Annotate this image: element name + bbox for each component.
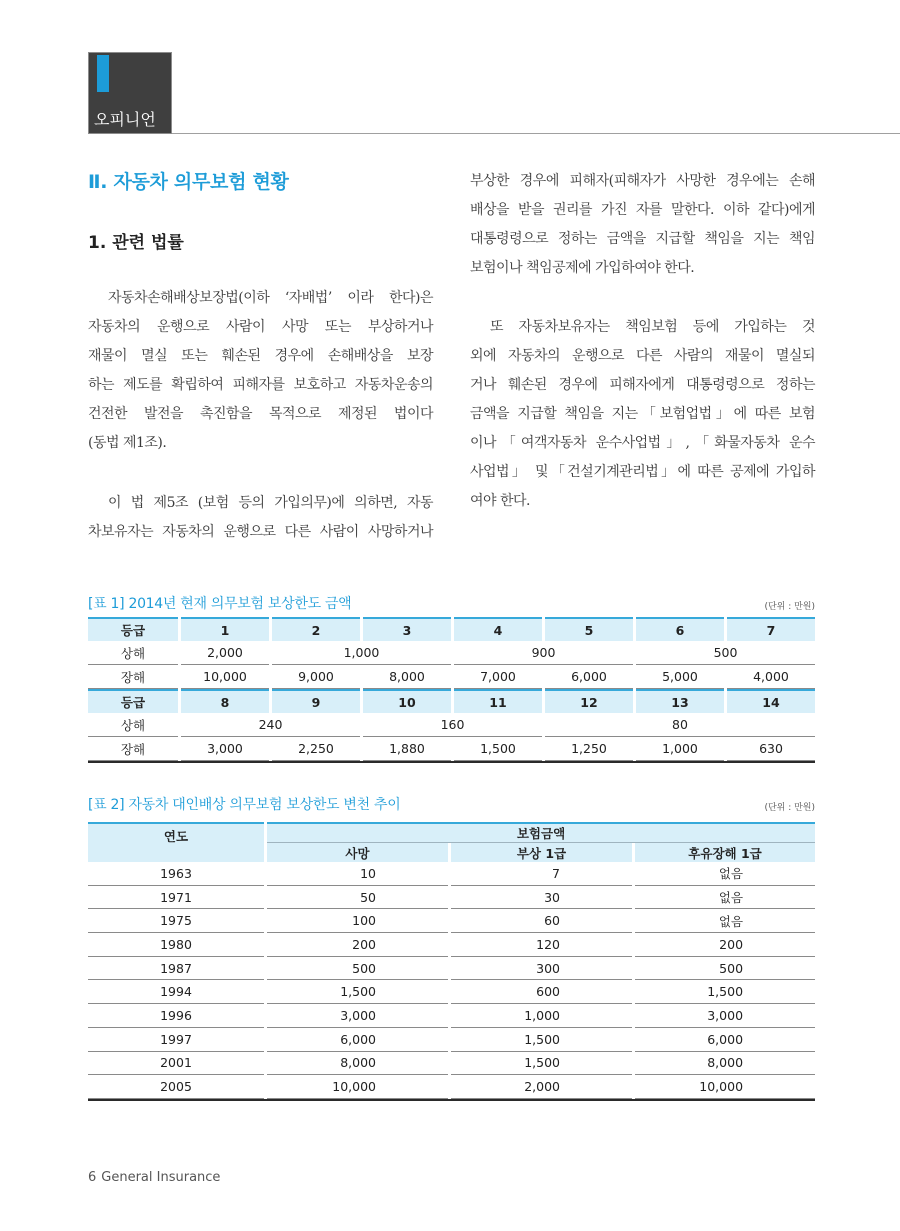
paragraph-line: 여야 한다. [470,493,530,509]
publication-name: General Insurance [101,1170,221,1185]
year-cell: 1975 [88,909,264,933]
table-cell: 8,000 [363,665,451,689]
header-cell: 5 [545,617,633,641]
table-cell: 60 [451,909,632,933]
table-cell: 500 [267,957,448,981]
header-cell: 13 [636,689,724,713]
table-row [88,909,815,933]
table-row [88,665,815,689]
header-cell-injury: 부상 1급 [451,843,632,862]
table-row [88,1004,815,1028]
table-cell: 4,000 [727,665,815,689]
header-cell: 등급 [88,689,178,713]
page-footer [88,1170,220,1185]
table-1-unit: (단위 : 만원) [764,602,815,612]
table-cell: 30 [451,886,632,910]
paragraph [88,284,433,458]
header-cell: 11 [454,689,542,713]
table-row [88,737,815,761]
year-cell: 1997 [88,1028,264,1052]
paragraph-line: 부상한 경우에 피해자(피해자가 사망한 경우에는 손해 [470,173,815,189]
table-2-caption-row [88,794,815,814]
header-cell: 4 [454,617,542,641]
paragraph [470,167,815,283]
year-cell: 1971 [88,886,264,910]
section-badge [88,52,172,134]
table-cell: 6,000 [635,1028,815,1052]
paragraph [88,489,433,547]
paragraph-line: 사업법」 및「건설기계관리법」에 따른 공제에 가입하 [470,464,815,480]
table-cell: 3,000 [181,737,269,761]
table-row [88,957,815,981]
table-2 [85,822,818,1099]
table-cell: 1,500 [451,1028,632,1052]
table-cell: 1,500 [454,737,542,761]
table-cell: 630 [727,737,815,761]
table-2-bottom-rule [88,1099,815,1101]
table-row [88,1075,815,1099]
table-cell: 1,500 [635,980,815,1004]
table-1-caption: [표 1] 2014년 현재 의무보험 보상한도 금액 [88,596,352,612]
table-row [88,641,815,665]
table-cell: 5,000 [636,665,724,689]
table-row [88,980,815,1004]
section-label: 오피니언 [94,110,156,129]
table-cell: 100 [267,909,448,933]
table-cell: 80 [545,713,815,737]
table-cell: 없음 [635,886,815,910]
table-cell: 300 [451,957,632,981]
year-cell: 2005 [88,1075,264,1099]
paragraph-line: 배상을 받을 권리를 가진 자를 말한다. 이하 같다)에게 [470,202,815,218]
row-label-cell: 장해 [88,737,178,761]
table-cell: 600 [451,980,632,1004]
paragraph-line: 자동차의 운행으로 사람이 사망 또는 부상하거나 [88,319,433,335]
header-cell-year: 연도 [88,822,264,862]
table-2-unit: (단위 : 만원) [764,803,815,813]
table-cell: 1,500 [267,980,448,1004]
table-row [88,862,815,886]
header-cell: 7 [727,617,815,641]
table-row [88,1052,815,1076]
table-cell: 2,000 [451,1075,632,1099]
table-cell: 3,000 [267,1004,448,1028]
table-header-row [88,822,815,843]
header-cell-disability: 후유장해 1급 [635,843,815,862]
table-cell: 240 [181,713,360,737]
table-cell: 없음 [635,909,815,933]
table-row [88,1028,815,1052]
year-cell: 2001 [88,1052,264,1076]
table-cell: 8,000 [635,1052,815,1076]
paragraph-line: 이 법 제5조 (보험 등의 가입의무)에 의하면, 자동 [108,495,433,511]
header-rule [88,133,900,134]
table-cell: 6,000 [267,1028,448,1052]
table-cell: 1,500 [451,1052,632,1076]
section-heading: Ⅱ. 자동차 의무보험 현황 [88,171,289,193]
table-cell: 500 [635,957,815,981]
paragraph-line: 보험이나 책임공제에 가입하여야 한다. [470,260,695,276]
table-cell: 1,250 [545,737,633,761]
header-cell: 14 [727,689,815,713]
header-cell-amount-group: 보험금액 [267,822,815,843]
table-2-block [88,822,815,1101]
row-label-cell: 상해 [88,713,178,737]
table-cell: 200 [267,933,448,957]
header-cell: 3 [363,617,451,641]
year-cell: 1996 [88,1004,264,1028]
table-1-caption-row [88,593,815,613]
table-cell: 1,000 [451,1004,632,1028]
paragraph-line: 자동차손해배상보장법(이하 ‘자배법’ 이라 한다)은 [108,290,433,306]
table-cell: 500 [636,641,815,665]
table-cell: 120 [451,933,632,957]
paragraph-line: 재물이 멸실 또는 훼손된 경우에 손해배상을 보장 [88,348,433,364]
paragraph-line: 이나「여객자동차 운수사업법」,「화물자동차 운수 [470,435,815,451]
paragraph-line: 하는 제도를 확립하여 피해자를 보호하고 자동차운송의 [88,377,433,393]
table-row [88,886,815,910]
table-cell: 1,000 [272,641,451,665]
paragraph-line: 대통령령으로 정하는 금액을 지급할 책임을 지는 책임 [470,231,815,247]
table-cell: 1,000 [636,737,724,761]
table-cell: 3,000 [635,1004,815,1028]
page-number: 6 [88,1170,97,1185]
table-cell: 10,000 [267,1075,448,1099]
table-cell: 7,000 [454,665,542,689]
table-cell: 6,000 [545,665,633,689]
table-2-caption: [표 2] 자동차 대인배상 의무보험 보상한도 변천 추이 [88,797,401,813]
paragraph-line: 또 자동차보유자는 책임보험 등에 가입하는 것 [490,319,815,335]
section-accent-bar [97,55,109,92]
table-header-row [88,617,815,641]
table-header-row [88,689,815,713]
row-label-cell: 상해 [88,641,178,665]
table-1-block [88,617,815,763]
subheading: 1. 관련 법률 [88,233,184,253]
header-cell: 등급 [88,617,178,641]
year-cell: 1987 [88,957,264,981]
table-row [88,933,815,957]
header-cell: 2 [272,617,360,641]
table-cell: 160 [363,713,542,737]
year-cell: 1980 [88,933,264,957]
header-cell: 9 [272,689,360,713]
table-1-bottom-rule [88,761,815,763]
table-cell: 900 [454,641,633,665]
table-row [88,713,815,737]
header-cell: 8 [181,689,269,713]
table-cell: 50 [267,886,448,910]
year-cell: 1994 [88,980,264,1004]
table-cell: 7 [451,862,632,886]
table-cell: 10 [267,862,448,886]
paragraph-line: 차보유자는 자동차의 운행으로 다른 사람이 사망하거나 [88,524,433,540]
year-cell: 1963 [88,862,264,886]
header-cell: 1 [181,617,269,641]
paragraph-line: 외에 자동차의 운행으로 다른 사람의 재물이 멸실되 [470,348,815,364]
header-cell: 12 [545,689,633,713]
paragraph-line: 금액을 지급할 책임을 지는「보험업법」에 따른 보험 [470,406,815,422]
paragraph-line: (동법 제1조). [88,435,167,451]
row-label-cell: 장해 [88,665,178,689]
table-cell: 없음 [635,862,815,886]
table-cell: 2,000 [181,641,269,665]
table-cell: 2,250 [272,737,360,761]
paragraph [470,313,815,516]
table-cell: 200 [635,933,815,957]
table-cell: 8,000 [267,1052,448,1076]
header-cell-death: 사망 [267,843,448,862]
header-cell: 10 [363,689,451,713]
header-cell: 6 [636,617,724,641]
table-cell: 10,000 [181,665,269,689]
table-cell: 10,000 [635,1075,815,1099]
table-cell: 9,000 [272,665,360,689]
paragraph-line: 거나 훼손된 경우에 피해자에게 대통령령으로 정하는 [470,377,815,393]
table-cell: 1,880 [363,737,451,761]
table-1 [85,617,818,761]
paragraph-line: 건전한 발전을 촉진함을 목적으로 제정된 법이다 [88,406,433,422]
